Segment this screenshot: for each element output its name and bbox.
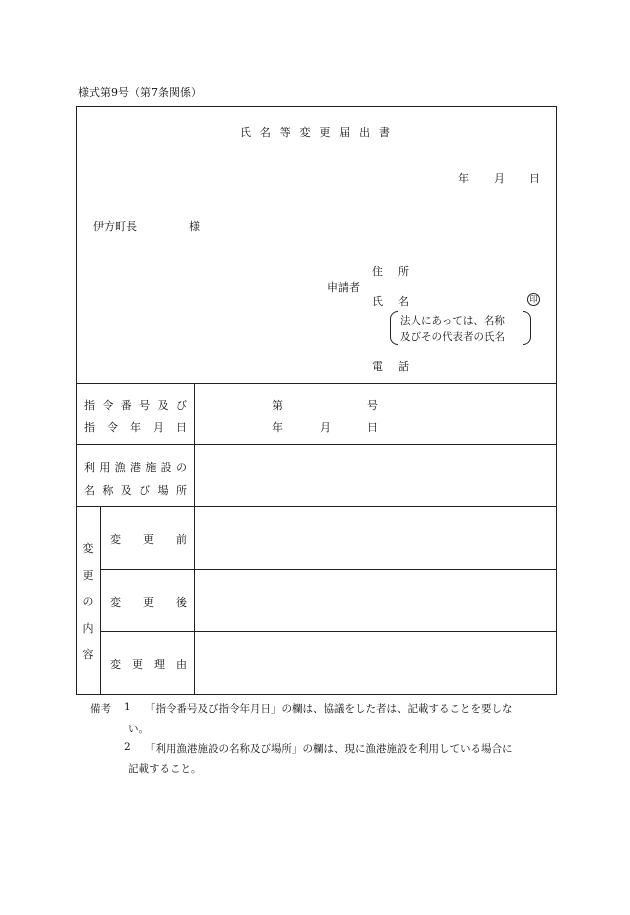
address-label-char: 所 (398, 265, 409, 278)
address-label-char: 住 (372, 265, 383, 278)
title-char: 届 (339, 126, 351, 139)
title-char: 等 (279, 126, 291, 139)
corporate-note-line1: 法人にあっては、名称 (400, 315, 505, 327)
label-char: 及 (120, 484, 132, 497)
label-char: 港 (129, 461, 141, 474)
label-char: 称 (102, 484, 114, 497)
label-char: 名 (84, 484, 95, 497)
change-side-divider (100, 506, 101, 695)
side-label-char: 更 (82, 568, 94, 582)
row-divider (76, 444, 557, 445)
date-year: 年 (458, 172, 469, 185)
label-char: 場 (157, 484, 169, 497)
corporate-note-line2: 及びその代表者の氏名 (400, 331, 505, 343)
label-char: 更 (143, 533, 154, 546)
label-char: 令 (107, 421, 118, 434)
phone-label (372, 358, 409, 374)
notes-heading: 備考 (90, 703, 111, 715)
phone-label-char: 電 (372, 360, 383, 373)
applicant-label: 申請者 (327, 281, 360, 294)
label-char: 号 (139, 399, 151, 412)
label-char: 理 (154, 658, 165, 671)
label-char: 用 (99, 461, 111, 474)
change-before-label (110, 531, 187, 547)
seal-mark: 印 (527, 293, 540, 306)
note-2-line1: 「利用漁港施設の名称及び場所」の欄は、現に漁港施設を利用している場合に (145, 743, 513, 755)
label-char: 日 (176, 421, 187, 434)
designation-date-day: 日 (367, 421, 378, 434)
label-char: 漁 (114, 461, 126, 474)
label-char: 令 (102, 399, 114, 412)
title-char: 出 (359, 126, 371, 139)
side-label-char: 容 (82, 648, 94, 661)
label-char: 由 (176, 658, 187, 671)
title-char: 更 (319, 126, 331, 139)
phone-label-char: 話 (398, 360, 409, 373)
title-char: 名 (259, 126, 271, 139)
designation-number-prefix: 第 (272, 399, 283, 412)
designation-date-year: 年 (272, 421, 283, 434)
designation-label-line2 (84, 419, 187, 435)
name-label (372, 293, 409, 309)
label-char: 指 (84, 421, 95, 434)
label-char: 変 (110, 658, 121, 671)
title-char: 氏 (240, 126, 251, 139)
label-char: 月 (153, 421, 164, 434)
designation-date-month: 月 (320, 421, 331, 434)
designation-label-line1 (84, 397, 187, 413)
label-char: び (139, 484, 151, 497)
change-reason-label (110, 656, 187, 672)
note-2-line2: 記載すること。 (128, 763, 202, 775)
addressee-name: 伊方町長 (93, 220, 137, 233)
label-char: 後 (176, 596, 187, 609)
label-char: 所 (175, 484, 187, 497)
row-divider (76, 383, 557, 384)
form-title (240, 124, 390, 140)
right-bracket (523, 311, 531, 345)
left-bracket (390, 311, 398, 345)
date-day: 日 (529, 172, 540, 185)
label-column-divider (194, 383, 195, 695)
address-label (372, 263, 409, 279)
title-char: 書 (378, 126, 390, 139)
title-char: 変 (299, 126, 311, 139)
label-char: 更 (132, 658, 143, 671)
corporate-note (390, 311, 531, 345)
label-char: 変 (110, 596, 121, 609)
side-label-char: の (82, 595, 94, 608)
note-2-number: 2 (124, 741, 131, 753)
label-char: 指 (84, 399, 95, 412)
label-char: 変 (110, 533, 121, 546)
side-label-char: 内 (82, 621, 94, 635)
note-1-line2: い。 (128, 723, 149, 735)
label-char: 施 (145, 461, 157, 474)
label-char: 年 (130, 421, 141, 434)
note-1-number: 1 (124, 701, 131, 713)
label-char: 前 (176, 533, 187, 546)
addressee-honorific: 様 (189, 220, 200, 233)
label-char: の (175, 461, 187, 474)
label-char: 番 (120, 399, 132, 412)
name-label-char: 氏 (372, 295, 383, 308)
label-char: 利 (84, 461, 95, 474)
date-month: 月 (494, 172, 505, 185)
change-content-side-label (80, 540, 96, 662)
name-label-char: 名 (398, 295, 409, 308)
row-divider (100, 569, 557, 570)
row-divider (76, 506, 557, 507)
change-after-label (110, 594, 187, 610)
label-char: 及 (157, 399, 169, 412)
facility-label-line2 (84, 482, 187, 498)
note-1-line1: 「指令番号及び指令年月日」の欄は、協議をした者は、記載することを要しな (145, 703, 513, 715)
label-char: び (175, 399, 187, 412)
designation-number-suffix: 号 (367, 399, 378, 412)
label-char: 設 (160, 461, 172, 474)
form-number: 様式第9号（第7条関係） (78, 86, 202, 99)
label-char: 更 (143, 596, 154, 609)
side-label-char: 変 (82, 542, 94, 555)
facility-label-line1 (84, 459, 187, 475)
row-divider (100, 631, 557, 632)
